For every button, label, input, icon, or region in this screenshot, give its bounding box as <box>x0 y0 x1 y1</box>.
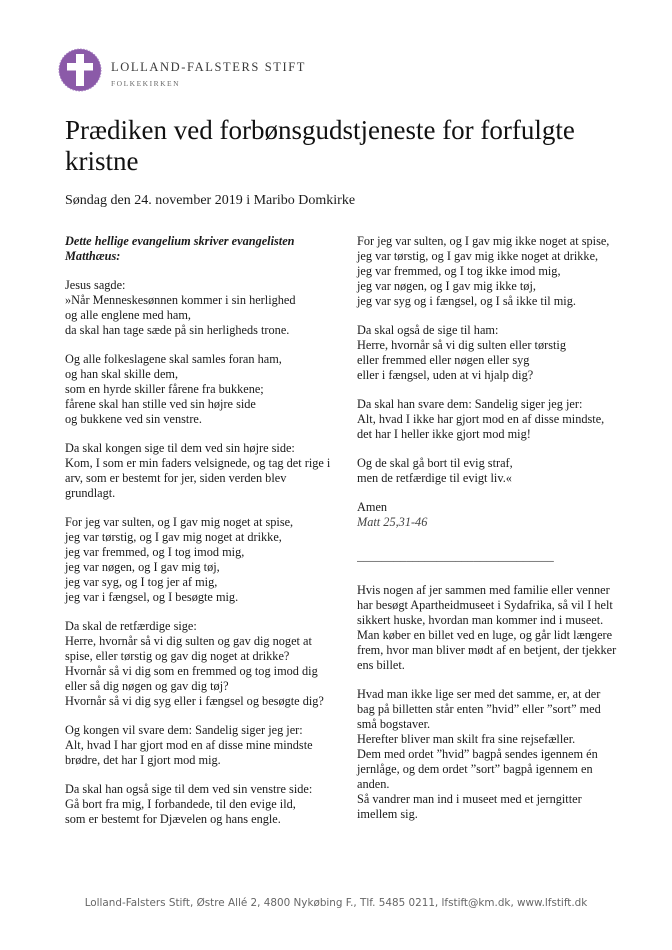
org-name: LOLLAND-FALSTERS STIFT <box>111 60 307 74</box>
org-subtitle: FOLKEKIRKEN <box>111 79 180 88</box>
section-divider: ________________________________ <box>357 549 554 563</box>
gospel-paragraph: Og kongen vil svare dem: Sandelig siger jeg jer: Alt, hvad I har gjort mod en af disse mine mindste brødre, det har I gjort mod mig. <box>65 723 313 767</box>
amen: Amen <box>357 500 388 514</box>
page-title: Prædiken ved forbønsgudstjeneste for forfulgte kristne <box>65 115 575 176</box>
gospel-paragraph: Da skal kongen sige til dem ved sin højre side: Kom, I som er min faders velsignede, og tag det rige i arv, som er bestemt for jer, siden verden blev grundlagt. <box>65 441 331 500</box>
gospel-paragraph: Da skal også de sige til ham: Herre, hvornår så vi dig sulten eller tørstig eller fremmed eller nøgen eller syg eller i fængsel, uden at vi hjalp dig? <box>357 323 566 382</box>
gospel-paragraph: Og alle folkeslagene skal samles foran ham, og han skal skille dem, som en hyrde skiller fårene fra bukkene; fårene skal han stille ved sin højre side og bukkene ved sin venstre. <box>65 352 282 426</box>
scripture-reference: Matt 25,31-46 <box>357 515 428 529</box>
gospel-paragraph: Og de skal gå bort til evig straf, men de retfærdige til evigt liv.« <box>357 456 513 485</box>
gospel-paragraph: Da skal han svare dem: Sandelig siger jeg jer: Alt, hvad I ikke har gjort mod en af disse mindste, det har I heller ikke gjort mod mig! <box>357 397 605 441</box>
right-column <box>357 234 619 836</box>
left-column <box>65 234 335 841</box>
gospel-intro: Dette hellige evangelium skriver evangelisten Matthæus: <box>65 234 295 263</box>
gospel-paragraph: For jeg var sulten, og I gav mig noget at spise, jeg var tørstig, og I gav mig noget at drikke, jeg var fremmed, og I tog imod mig, jeg var nøgen, og I gav mig tøj, jeg var syg, og I tog jer af mig, jeg var i fængsel, og I besøgte mig. <box>65 515 294 604</box>
footer-contact: Lolland-Falsters Stift, Østre Allé 2, 4800 Nykøbing F., Tlf. 5485 0211, lfstift@km.dk, www.lfstift.dk <box>84 897 588 909</box>
gospel-paragraph: Da skal han også sige til dem ved sin venstre side: Gå bort fra mig, I forbandede, til den evige ild, som er bestemt for Djævelen og hans engle. <box>65 782 313 826</box>
sermon-date-location: Søndag den 24. november 2019 i Maribo Domkirke <box>65 193 356 208</box>
gospel-paragraph: For jeg var sulten, og I gav mig ikke noget at spise, jeg var tørstig, og I gav mig ikke noget at drikke, jeg var fremmed, og I tog ikke imod mig, jeg var nøgen, og I gav mig ikke tøj, jeg var syg og i fængsel, og I så ikke til mig. <box>357 234 610 308</box>
sermon-paragraph: Hvad man ikke lige ser med det samme, er, at der bag på billetten står enten ”hvid” eller ”sort” med små bogstaver. Herefter bliver man skilt fra sine rejsefæller. Dem med ordet ”hvid” bagpå sendes igennem én jernlåge, og dem ordet ”sort” bagpå igennem en anden. Så vandrer man ind i museet med et jerngitter imellem sig. <box>357 687 601 821</box>
gospel-paragraph: Da skal de retfærdige sige: Herre, hvornår så vi dig sulten og gav dig noget at spise, eller tørstig og gav dig noget at drikke? Hvornår så vi dig som en fremmed og tog imod dig eller så dig nøgen og gav dig tøj? Hvornår så vi dig syg eller i fængsel og besøgte dig? <box>65 619 324 708</box>
diocese-logo <box>58 48 102 97</box>
sermon-paragraph: Hvis nogen af jer sammen med familie eller venner har besøgt Apartheidmuseet i Sydafrika, så vil I helt sikkert huske, hvordan man kommer ind i museet. Man køber en billet ved en luge, og går lidt længere frem, hvor man bliver mødt af en betjent, der tjekker ens billet. <box>357 583 617 672</box>
cross-emblem-icon <box>58 48 102 92</box>
gospel-paragraph: Jesus sagde: »Når Menneskesønnen kommer i sin herlighed og alle englene med ham, da skal han tage sæde på sin herligheds trone. <box>65 278 296 337</box>
